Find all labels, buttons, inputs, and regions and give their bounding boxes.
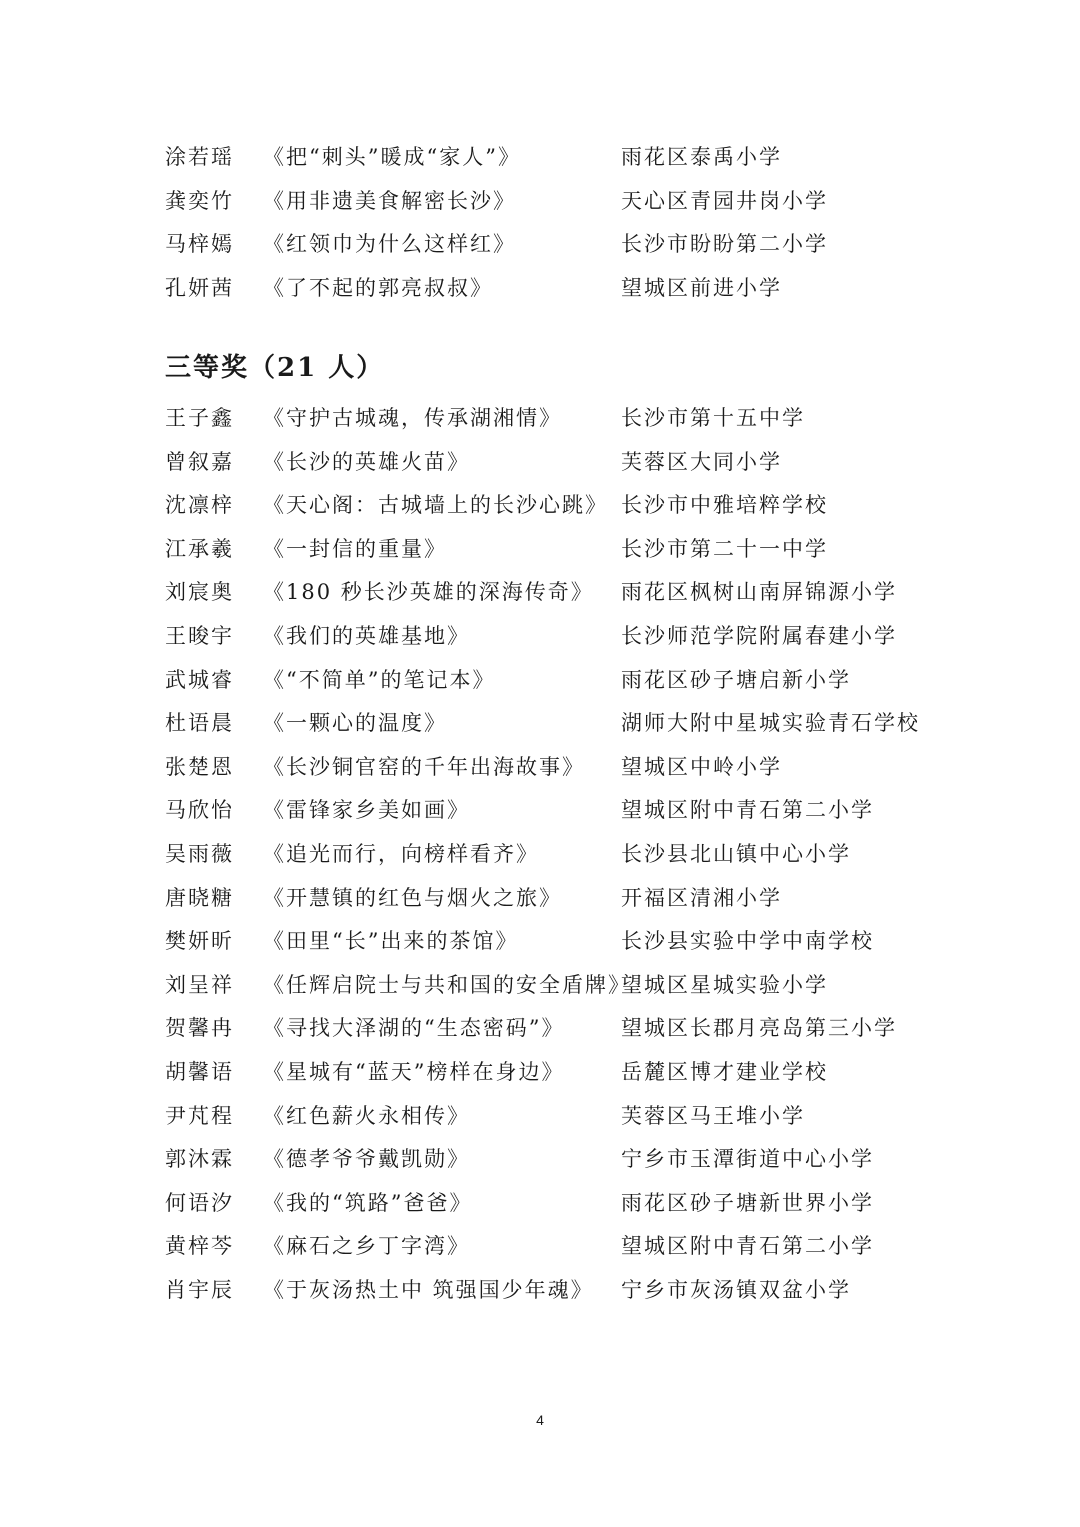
page-number: 4 — [536, 1412, 544, 1428]
school-name: 长沙市第二十一中学 — [621, 536, 828, 561]
list-item — [0, 1007, 1080, 1051]
award-list-third-prize — [0, 397, 1080, 1312]
work-title: 《用非遗美食解密长沙》 — [263, 188, 516, 213]
list-item — [0, 964, 1080, 1008]
list-item — [0, 920, 1080, 964]
school-name: 宁乡市玉潭街道中心小学 — [621, 1147, 874, 1172]
list-item — [0, 1225, 1080, 1269]
work-title: 《于灰汤热土中 筑强国少年魂》 — [263, 1277, 594, 1302]
list-item — [0, 397, 1080, 441]
work-title: 《了不起的郭亮叔叔》 — [263, 275, 493, 300]
school-name: 长沙市第十五中学 — [621, 406, 805, 430]
list-item — [0, 571, 1080, 615]
work-title: 《守护古城魂，传承湖湘情》 — [263, 406, 562, 430]
student-name: 樊妍昕 — [165, 929, 234, 954]
list-item — [0, 441, 1080, 485]
student-name: 尹芃程 — [165, 1103, 234, 1128]
school-name: 雨花区砂子塘启新小学 — [621, 667, 851, 692]
list-item — [0, 1182, 1080, 1226]
school-name: 岳麓区博才建业学校 — [621, 1059, 828, 1084]
school-name: 天心区青园井岗小学 — [621, 188, 828, 213]
student-name: 马欣怡 — [165, 798, 234, 823]
school-name: 望城区中岭小学 — [621, 754, 782, 779]
work-title: 《追光而行，向榜样看齐》 — [263, 841, 539, 866]
student-name: 唐晓糖 — [165, 885, 234, 910]
school-name: 望城区附中青石第二小学 — [621, 1234, 874, 1259]
student-name: 何语汐 — [165, 1190, 234, 1215]
student-name: 刘呈祥 — [165, 972, 234, 997]
student-name: 涂若瑶 — [165, 145, 234, 169]
work-title: 《长沙的英雄火苗》 — [263, 449, 470, 474]
school-name: 望城区前进小学 — [621, 275, 782, 300]
student-name: 吴雨薇 — [165, 841, 234, 866]
school-name: 望城区长郡月亮岛第三小学 — [621, 1016, 897, 1041]
work-title: 《我们的英雄基地》 — [263, 623, 470, 648]
student-name: 武城睿 — [165, 667, 234, 692]
student-name: 张楚恩 — [165, 754, 234, 779]
list-item — [0, 615, 1080, 659]
work-title: 《我的“筑路”爸爸》 — [263, 1190, 473, 1215]
list-item — [0, 833, 1080, 877]
student-name: 郭沐霖 — [165, 1147, 234, 1172]
school-name: 雨花区砂子塘新世界小学 — [621, 1190, 874, 1215]
work-title: 《开慧镇的红色与烟火之旅》 — [263, 885, 562, 910]
student-name: 黄梓芩 — [165, 1234, 234, 1259]
student-name: 王子鑫 — [165, 406, 234, 430]
work-title: 《任辉启院士与共和国的安全盾牌》 — [263, 972, 631, 997]
award-list-continued — [0, 136, 1080, 310]
list-item — [0, 702, 1080, 746]
work-title: 《星城有“蓝天”榜样在身边》 — [263, 1059, 565, 1084]
work-title: 《长沙铜官窑的千年出海故事》 — [263, 754, 585, 779]
student-name: 龚奕竹 — [165, 188, 234, 213]
list-item — [0, 484, 1080, 528]
list-item — [0, 528, 1080, 572]
work-title: 《天心阁：古城墙上的长沙心跳》 — [263, 493, 608, 518]
student-name: 江承羲 — [165, 536, 234, 561]
list-item — [0, 659, 1080, 703]
school-name: 雨花区泰禹小学 — [621, 145, 782, 169]
school-name: 望城区附中青石第二小学 — [621, 798, 874, 823]
student-name: 孔妍茜 — [165, 275, 234, 300]
school-name: 湖师大附中星城实验青石学校 — [621, 711, 920, 736]
work-title: 《把“刺头”暖成“家人”》 — [263, 145, 521, 169]
list-item — [0, 136, 1080, 180]
student-name: 杜语晨 — [165, 711, 234, 736]
student-name: 刘宸奥 — [165, 580, 234, 605]
student-name: 贺馨冉 — [165, 1016, 234, 1041]
list-item — [0, 1095, 1080, 1139]
student-name: 王晙宇 — [165, 623, 234, 648]
work-title: 《一颗心的温度》 — [263, 711, 447, 736]
school-name: 长沙师范学院附属春建小学 — [621, 623, 897, 648]
school-name: 开福区清湘小学 — [621, 885, 782, 910]
school-name: 雨花区枫树山南屏锦源小学 — [621, 580, 897, 605]
student-name: 马梓嫣 — [165, 232, 234, 257]
list-item — [0, 1269, 1080, 1313]
school-name: 望城区星城实验小学 — [621, 972, 828, 997]
school-name: 长沙县实验中学中南学校 — [621, 929, 874, 954]
section-heading-third-prize: 三等奖（21 人） — [165, 353, 385, 383]
list-item — [0, 1138, 1080, 1182]
work-title: 《雷锋家乡美如画》 — [263, 798, 470, 823]
school-name: 芙蓉区马王堆小学 — [621, 1103, 805, 1128]
list-item — [0, 267, 1080, 311]
school-name: 长沙县北山镇中心小学 — [621, 841, 851, 866]
work-title: 《田里“长”出来的茶馆》 — [263, 929, 519, 954]
list-item — [0, 223, 1080, 267]
list-item — [0, 746, 1080, 790]
work-title: 《一封信的重量》 — [263, 536, 447, 561]
work-title: 《寻找大泽湖的“生态密码”》 — [263, 1016, 565, 1041]
student-name: 沈凛梓 — [165, 493, 234, 518]
work-title: 《红领巾为什么这样红》 — [263, 232, 516, 257]
list-item — [0, 877, 1080, 921]
work-title: 《180 秒长沙英雄的深海传奇》 — [263, 580, 594, 605]
student-name: 胡馨语 — [165, 1059, 234, 1084]
work-title: 《德孝爷爷戴凯勋》 — [263, 1147, 470, 1172]
school-name: 长沙市中雅培粹学校 — [621, 493, 828, 518]
work-title: 《“不简单”的笔记本》 — [263, 667, 496, 692]
work-title: 《红色薪火永相传》 — [263, 1103, 470, 1128]
school-name: 宁乡市灰汤镇双盆小学 — [621, 1277, 851, 1302]
list-item — [0, 180, 1080, 224]
work-title: 《麻石之乡丁字湾》 — [263, 1234, 470, 1259]
list-item — [0, 1051, 1080, 1095]
school-name: 长沙市盼盼第二小学 — [621, 232, 828, 257]
student-name: 肖宇辰 — [165, 1277, 234, 1302]
school-name: 芙蓉区大同小学 — [621, 449, 782, 474]
student-name: 曾叙嘉 — [165, 449, 234, 474]
list-item — [0, 789, 1080, 833]
